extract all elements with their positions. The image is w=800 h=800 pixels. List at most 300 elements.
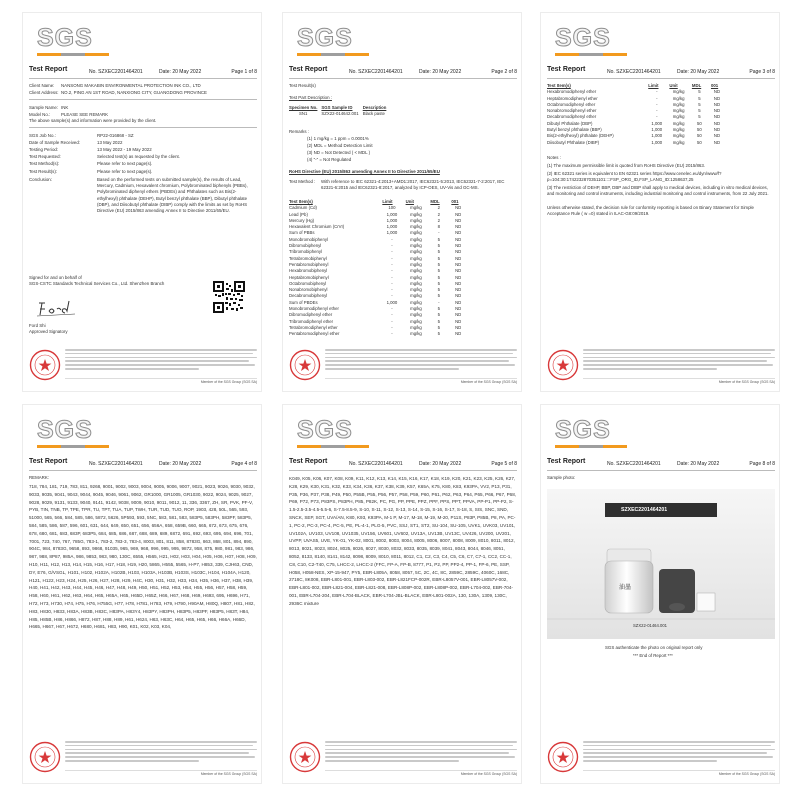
page-number: Page 8 of 8 — [749, 461, 775, 467]
test-methods-label: Test Method(s): — [29, 161, 60, 166]
note-item: Unless otherwise stated, the decision rule for conformity reporting is based on Binary Statement for Simple Acceptance Rule ( w =0) stated in ILAC-G8:09/2019. — [547, 205, 754, 217]
member-text: Member of the SGS Group (SGS SA) — [460, 772, 517, 776]
results-cell: mg/kg — [410, 280, 422, 286]
results-cell: Nonabromodiphenyl ether — [547, 108, 597, 114]
results-cell: mg/kg — [410, 306, 422, 312]
testing-period: 13 May 2022 - 19 May 2022 — [97, 147, 152, 152]
member-text: Member of the SGS Group (SGS SA) — [718, 380, 775, 384]
results-cell: Pentabromodiphenyl ether — [289, 331, 340, 337]
test-results-label: Test Result(s) — [289, 83, 316, 88]
results-cell: ND — [455, 331, 462, 337]
conclusion-text: Based on the performed tests on submitted sample(s), the results of Lead, Mercury, Cadmium, Hexavalent chromium, Polybrominated biphenyls (PBBs), Polybrominated diphenyl ethers (PBDEs) and Phthalates such as Bis(2-ethylhexyl) phthalate (DEHP), Butyl benzyl phthalate (BBP), Dibutyl phthalate (DBP), and Diisobutyl phthalate (DIBP) comply with the limits as set by RoHS Directive (EU) 2015/863 amending Annex II to Directive 2011/65/EU. — [97, 177, 248, 214]
results-cell: 1,000 — [651, 133, 663, 139]
seal-icon — [289, 349, 321, 381]
results-cell: ND — [455, 211, 462, 217]
sgs-logo: SGS — [555, 24, 611, 52]
results-cell: ND — [455, 293, 462, 299]
results-cell: ND — [455, 318, 462, 324]
results-cell: 5 — [437, 306, 441, 312]
results-cell: 1,000 — [651, 127, 663, 133]
results-cell: 1,000 — [386, 224, 398, 230]
client-address: NO.2, PING AN 1ST ROAD, NANXIONG CITY, GUANGDONG PROVINCE — [61, 90, 207, 95]
results-header: MDL — [691, 83, 702, 88]
results-cell: mg/kg — [410, 255, 422, 261]
page-footer — [289, 739, 517, 779]
footer-fine-print — [325, 349, 517, 377]
results-cell: 100 — [388, 205, 396, 211]
results-cell: - — [656, 114, 658, 120]
results-cell: Sum of PBBs — [289, 230, 315, 236]
results-cell: ND — [455, 312, 462, 318]
results-cell: 5 — [437, 255, 441, 261]
specimen-cell: SN1 — [299, 111, 308, 117]
results-cell: 5 — [437, 318, 441, 324]
logo-bar — [37, 53, 109, 56]
results-cell: mg/kg — [410, 236, 422, 242]
footer-separator — [65, 378, 257, 379]
date-received: 13 May 2022 — [97, 140, 123, 145]
results-cell: 5 — [437, 236, 441, 242]
sample-photo — [547, 489, 775, 639]
footer-separator — [325, 770, 517, 771]
footer-fine-print — [65, 741, 257, 769]
results-cell: - — [391, 287, 393, 293]
specimen-cell: SZX22-014642.001 — [321, 111, 359, 117]
results-cell: 5 — [437, 324, 441, 330]
authenticate-text: SGS authenticate the photo on original report only — [605, 645, 703, 650]
page-footer — [547, 739, 775, 779]
report-page-1 — [22, 12, 262, 392]
specimen-header: Description — [362, 105, 387, 110]
results-cell: mg/kg — [672, 101, 685, 107]
results-cell: 1,000 — [386, 230, 398, 236]
sample-name: INK — [61, 105, 69, 110]
results-cell: Nonabromobiphenyl — [289, 287, 328, 293]
report-title: Test Report — [29, 458, 68, 465]
note-item: (3) The restriction of DEHP, BBP, DBP and DIBP shall apply to medical devices, including in vitro medical devices, and monitoring and control instruments, including industrial monitoring and control instruments, from 22 July 2021. — [547, 185, 769, 197]
notes-label: Notes : — [547, 155, 561, 160]
intro-text: The above sample(s) and information were provided by the client. — [29, 118, 157, 123]
member-text: Member of the SGS Group (SGS SA) — [200, 380, 257, 384]
remark-item: (3) ND = Not Detected ( < MDL ) — [307, 150, 371, 155]
test-results-label: Test Result(s): — [29, 169, 58, 174]
results-cell: - — [391, 274, 393, 280]
logo-bar — [297, 445, 369, 448]
report-number: No. SZXEC2201464201 — [607, 69, 661, 75]
results-cell: Butyl benzyl phthalate (BBP) — [547, 127, 602, 133]
member-text: Member of the SGS Group (SGS SA) — [718, 772, 775, 776]
results-cell: Sum of PBDEs — [289, 299, 318, 305]
results-cell: 8 — [437, 224, 441, 230]
report-date: Date: 20 May 2022 — [677, 69, 720, 75]
testing-period-label: Testing Period: — [29, 147, 59, 152]
results-cell: 50 — [697, 139, 702, 145]
results-cell: ND — [713, 89, 721, 95]
remark-label: REMARK: — [29, 475, 50, 480]
results-cell: 5 — [437, 312, 441, 318]
results-cell: mg/kg — [410, 249, 422, 255]
results-cell: ND — [713, 108, 721, 114]
results-cell: 50 — [697, 127, 702, 133]
footer-fine-print — [583, 349, 775, 377]
results-cell: 5 — [437, 287, 441, 293]
results-cell: Hexabromobiphenyl — [289, 268, 328, 274]
note-item: (2) IEC 62321 series is equivalent to EN 62321 series https://www.cenelec.eu/dyn/www/f?p=104:30:1742232870351101::::FSP_ORG_ID,FSP_LANG_ID:1258637,25 — [547, 171, 722, 183]
results-header: Limit — [382, 199, 393, 204]
sample-name-label: Sample Name: — [29, 105, 59, 110]
results-cell: 50 — [697, 120, 702, 126]
results-cell: ND — [455, 217, 462, 223]
remark-item: (4) "-" = Not Regulated — [307, 157, 352, 162]
footer-fine-print — [325, 741, 517, 769]
signed-company: SGS-CSTC Standards Technical Services Co., Ltd. Shenzhen Branch — [29, 281, 165, 286]
test-results: Please refer to next page(s). — [97, 169, 153, 174]
report-page-5 — [282, 404, 522, 784]
results-cell: 5 — [437, 280, 441, 286]
results-cell: - — [391, 318, 393, 324]
test-method-label: Test Method : — [289, 179, 316, 184]
results-header: Unit — [669, 83, 678, 88]
results-cell: Tribromodiphenyl ether — [289, 318, 334, 324]
results-cell: ND — [455, 280, 462, 286]
results-cell: mg/kg — [410, 224, 422, 230]
qr-code-svg — [213, 281, 245, 313]
results-cell: mg/kg — [672, 133, 685, 139]
page-number: Page 1 of 8 — [231, 69, 257, 75]
page-header — [547, 65, 775, 79]
sgs-logo: SGS — [297, 24, 353, 52]
conclusion-label: Conclusion: — [29, 177, 52, 182]
page-header — [547, 457, 775, 471]
specimen-header: SGS Sample ID — [321, 105, 353, 110]
report-number: No. SZXEC2201464201 — [89, 69, 143, 75]
results-cell: mg/kg — [410, 217, 422, 223]
report-page-8 — [540, 404, 780, 784]
remark-text: 718, 784, 181, 719, 783, 811, 9268, 9001, 9002, 9003, 9004, 9005, 9006, 9007, 9021, 9023, 9026, 9030, 9032, 9033, 9035, 9041, 9043, 9044, 9045, 9046, 9061, 9062, GR1000, GR1005, GR1030, 9022, 9024, 9025, 9027, 9028, 9029, 9131, 9133, 9040, 9141, 9142, 9038, 9009, 9010, 9011, 9012, 11, 336, 3367, ZH, SR, PVK, PF-V, PYB, TIN, TNB, TP, TPE, TPR, TU, TPT, TUA, TUP, TWH, TUR, TUD, TUO, ROP, 1903, 428, 50L, 565, 593, 51000, 565, 566, 584, 585, 586, 5872, 5626, 5P593, 593, 5NC, 583, 581, 583, 583P5, 583PH, 583PF, 583P5, 584, 585, 586, 587, 596, 601, 631, 644, 649, 650, 651, 656, 656A, 658, 659B, 660, 665, 672, 673, 675, 676, 678, 680, 681, 683, 683P, 683P5, 684, 685, 686, 687, 688, 689, 689, 6872, 691, 692, 693, 695, 694, 696, 701, 7001, 723, 740, 767, 785G, 783-1, 783-2, 783-3, 783-4, 8003, 801, 811, 858, 8783G, 863, 868, 801, 894, 890, 904C, 984, 8783G, 9658, 893, 9868, 91035, 965, 969, 968, 996, 995, 995, 9872, 958, 875, 980, 981, 983, 986, 987, 988, 8P87, 985A, 986, 9853, 983, 980, 130C, 6555, H565, H21, H02, H03, H04, H05, H06, H07, H08, H09, H10, H11, H12, H13, H14, H15, H16, H17, H18, H19, H20, 5865, H555, 5565, H-P7, H853, 339, CJH63, CND, DY, E76, G/VSGL, H101, H102, H102A, H102B, H103, H103A, H103B, H103S, H103C, H104, H104A, H120, H121, H122, H23, H24, H25, H26, H27, H28, H29, H4C, H30, H31, H32, H33, H34, H35, H36, H37, H38, H39, H40, H41, H42, H43, H44, H45, H46, H47, H48, H49, H50, H51, H52, H53, H54, H55, H56, H57, H58, H59, H58, H60, H61, H62, H63, H64, H65, H65A, H65, H65D, H65Z, H66, H67, H68, H69, H693, 695, H696, H71, H72, H73, H730, H74, H75, H76, H755G, H77, H78, H781, H783, H79, H790, H90AM, H80Q, H807, H81, H82, H83, H830, H833, H83A, H83B, H83C, H83PA, H83Y4, H83PY, H83PH, H83P5, H83PF, H83P5, H83T, H84, H85, H85B, H86, H866, H872, H87, H88, H89, H61, H624, H63, H63C, H64, H65, H65, H66, H66A, H66D, H665, H667, H67, H672, H680, H681, H83, H90, K01, K02, K03, K04, — [29, 484, 257, 630]
test-methods: Please refer to next page(s). — [97, 161, 153, 166]
results-cell: mg/kg — [410, 318, 422, 324]
client-name: NANSONG MAKABIN ENVIRONMENTAL PROTECTION INK CO., LTD — [61, 83, 201, 88]
signer-role: Approved Signatory — [29, 329, 68, 334]
client-address-label: Client Address: — [29, 90, 59, 95]
bottle-label: 油墨 — [619, 585, 632, 591]
results-cell: mg/kg — [672, 114, 685, 120]
results-header: Limit — [648, 83, 659, 88]
specimen-cell: Black paste — [362, 111, 385, 117]
results-header: Unit — [405, 199, 414, 204]
results-cell: Dibromodiphenyl ether — [289, 312, 333, 318]
model-value: PLEASE SEE REMARK — [61, 112, 109, 117]
report-date: Date: 20 May 2022 — [159, 69, 202, 75]
page-footer — [29, 739, 257, 779]
results-cell: - — [391, 268, 393, 274]
results-cell: 1,000 — [651, 139, 663, 145]
results-cell: - — [656, 89, 658, 95]
results-cell: - — [656, 101, 658, 107]
results-cell: Octabromobiphenyl — [289, 280, 327, 286]
seal-icon — [29, 741, 61, 773]
report-number: No. SZXEC2201464201 — [607, 461, 661, 467]
results-cell: Monobromodiphenyl ether — [289, 306, 339, 312]
report-title: Test Report — [289, 66, 328, 73]
results-header: MDL — [430, 199, 440, 204]
page-number: Page 4 of 8 — [231, 461, 257, 467]
results-cell: 2 — [437, 217, 441, 223]
results-cell: Pentabromobiphenyl — [289, 261, 329, 267]
page-number: Page 3 of 8 — [749, 69, 775, 75]
report-number: No. SZXEC2201464201 — [89, 461, 143, 467]
page-header — [289, 65, 517, 79]
test-method-text: With reference to IEC 62321-4:2013+AMD1:2017, IEC62321-5:2013, IEC62321-7-2:2017, IEC 62321-6:2015 and IEC62321-8:2017, analyzed by ICP-OES, UV-Vis and GC-MS. — [321, 179, 505, 191]
results-cell: 5 — [437, 243, 441, 249]
results-cell: 1,000 — [386, 299, 398, 305]
results-cell: mg/kg — [672, 89, 685, 95]
report-date: Date: 20 May 2022 — [159, 461, 202, 467]
report-title: Test Report — [289, 458, 328, 465]
member-text: Member of the SGS Group (SGS SA) — [200, 772, 257, 776]
sgs-job-label: SGS Job No.: — [29, 133, 56, 138]
results-cell: 5 — [698, 89, 701, 95]
results-cell: - — [391, 261, 393, 267]
remark-text: K049, K05, K06, K07, K08, K09, K11, K12, K13, K14, K15, K16, K17, K18, K19, K20, K21, K23, K25, K26, K27, K28, K29, K30, K31, K32, K33, K34, K36, K37, K38, K39, K57, K65A, K75, K80, K83, K93PA, VV2, P13, P31, P35, P36, P37, P38, P49, P50, P55B, P55, P56, P57, P58, P59, P60, P61, P62, P63, P64, P65, P66, P67, P68, P69, P72, P73, P83PS, P83PH, P85, P82K, PC, PG, PP, PPE, PPZ, PPF, PPS, PPT, PPVA, PP-P1, PP-P2, S-1.5-2.5-3.5-4.5-5.5-6, S-7.5-8.5-9, S-10, S-11, S-12, S-13, S-14, S-15, S-16, S-17, S-18, S, SIS, SNC, SND, SNCK, SEP, SGT, UVA/AN, K80, K93, K93PA, M-1 P, M-17, M-18, M-19, M-20, P11S, P83P, P85B, P8, PA, PC-1, PC-2, PC-3, PC-4, PC-5, PE, PL-4-1, PLG-5, PVC, SSJ, ST1, ST2, SU-104, SU-105, UVK1, UVK03, UV101, UV102A, UV103, UV108, UV1035, UV156, UV601, UV602, UV13A, UV13B, UV13C, UV426, UV200, UV201, UVPP, UVAS5, UVE, YK-01, YK-02, 8001, 8002, 8003, 8004, 8005, 8006, 8007, 8008, 8009, 8010, 8011, 8012, 8013, 8021, 8023, 8024, 8025, 8026, 8027, 8030, 8032, 8033, 8035, 8039, 8041, 8043, 8044, 8046, 8051, 8052, 8133, 8140, 8141, 8142, 8098, 8009, 8010, 8011, 8012, C1, C2, C3, C4, C5, C6, C7, C7-1, CC2, CC-1, C8, C10, C2-T40, C75, LHCC-2, LHCC-2 (FFC, FP-A, FP-B, 8777, P1, P2, PP, PP2-4, PP-1, FP-6, PE, SSP, H058, H058-NES, XP-15-947, PY5, EBR-L805A, 8058, 8057, 5C, 2C, 4C, 8C, 2859C, 2859C, 4060C, 168C, 2718C, 8K008, EBR-L801-001, EBR-L803-002, EBR-L821FCP-002R, EBR-L8057V-001, EBR-L8057V-002, EBR-L801-002, EBR-L821-004, EBR-L821-008, EBR-L808P-002, EBR-L808P-002, EBR-L704-002, EBR-704-001, EBR-L704-204, EBR-L704-BLACK, EBR-L704-JBL-BLACK, EBR-L801-002A, 130, 130A, 1309, 130C, 2936C mixture — [289, 476, 517, 606]
results-cell: mg/kg — [410, 274, 422, 280]
results-cell: ND — [455, 255, 462, 261]
results-cell: 2 — [437, 211, 441, 217]
divider — [29, 99, 257, 100]
results-cell: mg/kg — [410, 299, 422, 305]
results-cell: ND — [455, 324, 462, 330]
client-name-label: Client Name: — [29, 83, 55, 88]
results-cell: - — [391, 249, 393, 255]
results-cell: - — [391, 312, 393, 318]
results-cell: Diisobutyl Phthalate (DIBP) — [547, 139, 600, 145]
signed-for: Signed for and on behalf of — [29, 275, 82, 280]
end-of-report: *** End of Report *** — [633, 653, 673, 658]
seal-icon — [547, 349, 579, 381]
report-date: Date: 20 May 2022 — [419, 69, 462, 75]
results-cell: mg/kg — [672, 95, 685, 101]
seal-icon — [29, 349, 61, 381]
results-table — [545, 83, 725, 146]
results-row — [287, 331, 467, 337]
page-footer — [547, 347, 775, 387]
remark-item: (2) MDL = Method Detection Limit — [307, 143, 373, 148]
divider — [29, 127, 257, 128]
results-cell: Dibromobiphenyl — [289, 243, 322, 249]
sample-photo-label: Sample photo: — [547, 475, 576, 480]
report-date: Date: 20 May 2022 — [419, 461, 462, 467]
results-cell: ND — [455, 236, 462, 242]
results-cell: ND — [455, 230, 462, 236]
results-cell: Octabromodiphenyl ether — [547, 101, 596, 107]
logo-bar — [555, 53, 627, 56]
results-cell: mg/kg — [672, 139, 685, 145]
results-cell: mg/kg — [672, 120, 685, 126]
results-cell: mg/kg — [410, 324, 422, 330]
results-header: Test Item(s) — [547, 83, 571, 88]
results-cell: ND — [455, 287, 462, 293]
results-cell: 5 — [698, 95, 701, 101]
results-cell: Heptabromodiphenyl ether — [547, 95, 598, 101]
test-requested-label: Test Requested: — [29, 154, 61, 159]
results-cell: - — [391, 331, 393, 337]
results-cell: ND — [713, 139, 721, 145]
results-cell: Dibutyl Phthalate (DBP) — [547, 120, 593, 126]
logo-bar — [37, 445, 109, 448]
report-number: No. SZXEC2201464201 — [349, 461, 403, 467]
remark-item: (1) 1 mg/kg = 1 ppm = 0.0001% — [307, 136, 369, 141]
results-cell: - — [656, 95, 658, 101]
results-cell: ND — [455, 274, 462, 280]
results-cell: - — [391, 243, 393, 249]
results-cell: Hexabromodiphenyl ether — [547, 89, 597, 95]
directive-title: RoHS Directive (EU) 2015/863 amending Annex II to Directive 2011/65/EU — [289, 169, 440, 174]
report-number: No. SZXEC2201464201 — [349, 69, 403, 75]
results-cell: Bis(2-ethylhexyl) phthalate (DEHP) — [547, 133, 614, 139]
results-cell: 1,000 — [651, 120, 663, 126]
results-cell: mg/kg — [410, 331, 422, 337]
test-part-label: Test Part Description : — [289, 95, 332, 100]
results-cell: ND — [713, 133, 721, 139]
report-title: Test Report — [29, 66, 68, 73]
results-cell: mg/kg — [672, 108, 685, 114]
results-cell: ND — [455, 268, 462, 274]
results-row — [545, 140, 725, 146]
results-header: 001 — [710, 83, 719, 88]
results-cell: Lead (Pb) — [289, 211, 308, 217]
results-cell: ND — [713, 127, 721, 133]
results-cell: Decabromodiphenyl ether — [547, 114, 597, 120]
results-cell: mg/kg — [410, 205, 422, 211]
results-cell: mg/kg — [410, 268, 422, 274]
date-received-label: Date of Sample Received: — [29, 140, 81, 145]
results-header: Test Item(s) — [289, 199, 313, 204]
results-cell: 1,000 — [386, 217, 398, 223]
results-cell: ND — [713, 101, 721, 107]
results-cell: mg/kg — [410, 287, 422, 293]
results-cell: - — [656, 108, 658, 114]
results-cell: Monobromobiphenyl — [289, 236, 328, 242]
results-header: 001 — [451, 199, 459, 204]
page-header — [29, 457, 257, 471]
logo-bar — [555, 445, 627, 448]
footer-fine-print — [583, 741, 775, 769]
remarks-label: Remarks : — [289, 129, 310, 134]
results-cell: Tribromobiphenyl — [289, 249, 323, 255]
model-label: Model No.: — [29, 112, 51, 117]
results-cell: Heptabromobiphenyl — [289, 274, 329, 280]
sgs-logo: SGS — [37, 24, 93, 52]
results-cell: ND — [455, 249, 462, 255]
results-cell: Cadmium (Cd) — [289, 205, 317, 211]
page-header — [289, 457, 517, 471]
results-cell: ND — [455, 306, 462, 312]
results-cell: Decabromobiphenyl — [289, 293, 328, 299]
results-cell: ND — [713, 95, 721, 101]
member-text: Member of the SGS Group (SGS SA) — [460, 380, 517, 384]
results-cell: - — [438, 299, 440, 305]
results-cell: mg/kg — [410, 211, 422, 217]
report-page-3 — [540, 12, 780, 392]
seal-icon — [547, 741, 579, 773]
results-cell: 5 — [698, 101, 701, 107]
qr-code — [213, 281, 245, 313]
logo-bar — [297, 53, 369, 56]
results-cell: - — [391, 236, 393, 242]
report-title: Test Report — [547, 66, 586, 73]
results-cell: - — [391, 280, 393, 286]
photo-id-label: SZXEC2201464201 — [621, 507, 668, 513]
results-cell: ND — [455, 299, 462, 305]
sgs-logo: SGS — [37, 416, 93, 444]
page-number: Page 5 of 8 — [491, 461, 517, 467]
photo-sample-id: SZX22-01464.001 — [633, 623, 667, 628]
results-cell: ND — [455, 205, 462, 211]
results-cell: mg/kg — [410, 312, 422, 318]
report-page-2 — [282, 12, 522, 392]
results-cell: 5 — [698, 114, 701, 120]
results-cell: mg/kg — [410, 261, 422, 267]
report-title: Test Report — [547, 458, 586, 465]
signer-name: Ford Shi — [29, 323, 46, 328]
sgs-job: RP22-016868 - SZ — [97, 133, 134, 138]
results-cell: - — [391, 255, 393, 261]
page-footer — [289, 347, 517, 387]
footer-separator — [65, 770, 257, 771]
results-cell: ND — [455, 224, 462, 230]
results-cell: - — [391, 306, 393, 312]
page-number: Page 2 of 8 — [491, 69, 517, 75]
footer-fine-print — [65, 349, 257, 377]
results-table — [287, 199, 467, 338]
report-date: Date: 20 May 2022 — [677, 461, 720, 467]
specimen-header: Specimen No. — [289, 105, 318, 110]
results-cell: ND — [713, 114, 721, 120]
results-cell: 5 — [437, 249, 441, 255]
results-cell: Tetrabromodiphenyl ether — [289, 324, 338, 330]
results-cell: - — [438, 230, 440, 236]
signature — [35, 299, 85, 319]
footer-separator — [583, 378, 775, 379]
results-cell: ND — [455, 243, 462, 249]
results-cell: - — [391, 324, 393, 330]
page-header — [29, 65, 257, 79]
results-cell: mg/kg — [410, 293, 422, 299]
results-cell: 50 — [697, 133, 702, 139]
results-cell: 5 — [437, 293, 441, 299]
results-cell: Hexavalent Chromium (CrVI) — [289, 224, 345, 230]
page-footer — [29, 347, 257, 387]
results-cell: 1,000 — [386, 211, 398, 217]
results-cell: ND — [713, 120, 721, 126]
seal-icon — [289, 741, 321, 773]
results-cell: mg/kg — [672, 127, 685, 133]
sgs-logo: SGS — [297, 416, 353, 444]
sgs-logo: SGS — [555, 416, 611, 444]
signature-svg — [35, 299, 85, 319]
results-cell: Mercury (Hg) — [289, 217, 315, 223]
results-cell: - — [391, 293, 393, 299]
results-cell: 5 — [437, 331, 441, 337]
results-cell: Tetrabromobiphenyl — [289, 255, 327, 261]
results-cell: 2 — [437, 205, 441, 211]
note-item: (1) The maximum permissible limit is quoted from RoHS Directive (EU) 2015/863. — [547, 163, 706, 168]
report-page-4 — [22, 404, 262, 784]
results-cell: ND — [455, 261, 462, 267]
test-requested: Selected test(s) as requested by the client. — [97, 154, 180, 159]
results-cell: mg/kg — [410, 230, 422, 236]
results-cell: 5 — [437, 274, 441, 280]
